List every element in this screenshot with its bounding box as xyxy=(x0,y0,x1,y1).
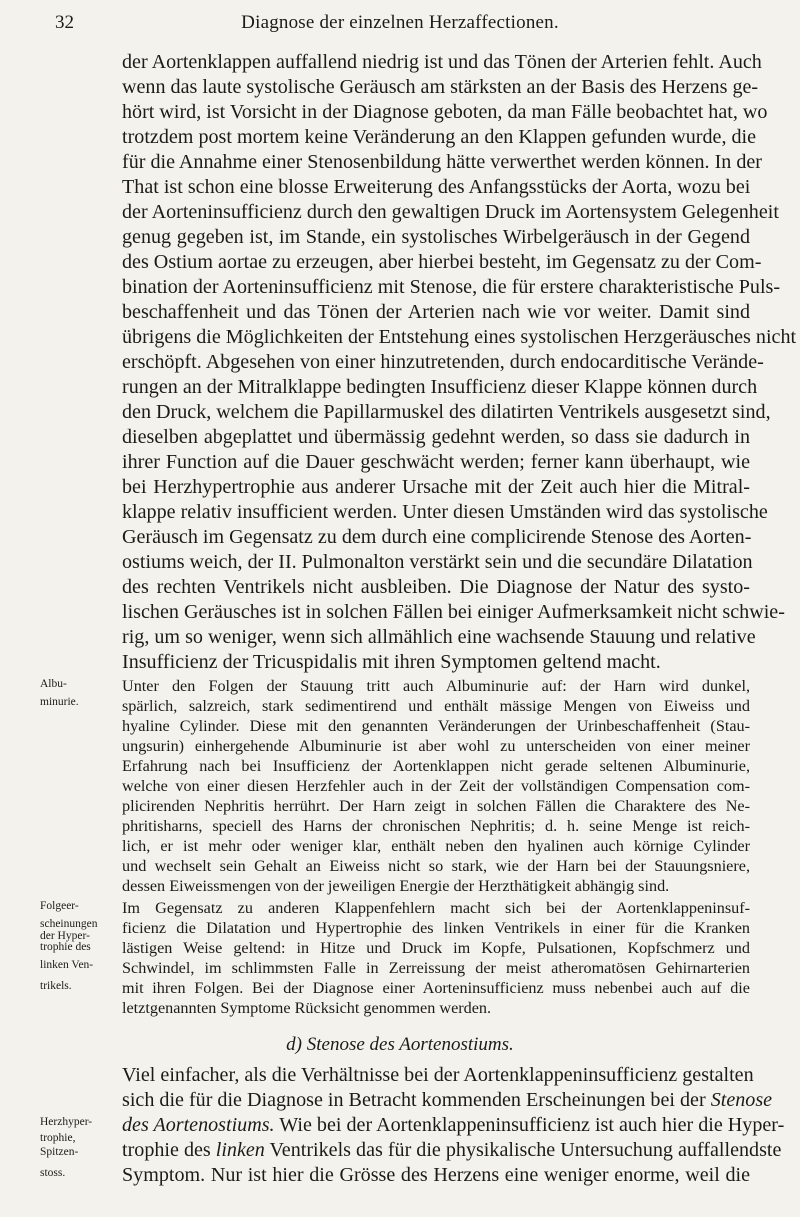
page-number: 32 xyxy=(55,12,74,33)
text-line: wenn das laute systolische Geräusch am stärksten an der Basis des Herzens ge- xyxy=(122,76,759,98)
text-line: mit ihren Folgen. Bei der Diagnose einer Aorteninsufficienz muss nebenbei auch auf die xyxy=(122,979,750,997)
margin-note-line: scheinungen xyxy=(40,918,98,930)
text-line: für die Annahme einer Stenosenbildung hätte verwerthet werden können. In der xyxy=(122,151,762,173)
text-line: Symptom. Nur ist hier die Grösse des Herzens eine weniger enorme, weil die xyxy=(122,1164,750,1186)
margin-note-line: Folgeer- xyxy=(40,900,79,912)
text-line: rungen an der Mitralklappe bedingten Insufficienz dieser Klappe können durch xyxy=(122,376,758,398)
margin-note-line: linken Ven- xyxy=(40,959,94,971)
text-line: Im Gegensatz zu anderen Klappenfehlern macht sich bei der Aortenklappeninsuf- xyxy=(122,899,750,917)
text-line: erschöpft. Abgesehen von einer hinzutretenden, durch endocarditische Verände- xyxy=(122,351,764,373)
margin-note-line: der Hyper- xyxy=(40,930,90,942)
text-line: lästigen Weise geltend: in Hitze und Druck im Kopfe, Pulsationen, Kopfschmerz und xyxy=(122,939,750,957)
text-line: bination der Aorteninsufficienz mit Stenose, die für erstere charakteristische Puls- xyxy=(122,276,781,298)
text-line: beschaffenheit und das Tönen der Arterien nach wie vor weiter. Damit sind xyxy=(122,301,750,323)
text-line: ostiums weich, der II. Pulmonalton verstärkt sein und die secundäre Dilatation xyxy=(122,551,753,573)
text-line: spärlich, salzreich, stark sedimentirend und enthält mässige Mengen von Eiweiss und xyxy=(122,697,750,715)
text-line xyxy=(122,1139,782,1162)
text-line: trotzdem post mortem keine Veränderung an den Klappen gefunden wurde, die xyxy=(122,126,757,148)
text-line: lischen Geräusches ist in solchen Fällen bei einiger Aufmerksamkeit nicht schwie- xyxy=(122,601,785,623)
margin-note-line: trikels. xyxy=(40,980,72,992)
margin-note-line: Albu- xyxy=(40,678,67,690)
text-line: klappe relativ insufficient werden. Unter diesen Umständen wird das systolische xyxy=(122,501,768,523)
text-line: hört wird, ist Vorsicht in der Diagnose geboten, da man Fälle beobachtet hat, wo xyxy=(122,101,768,123)
margin-note-line: minurie. xyxy=(40,696,79,708)
text-segment: Ventrikels das für die physikalische Untersuchung auffallendste xyxy=(264,1139,782,1161)
text-line: den Druck, welchem die Papillarmuskel des dilatirten Ventrikels ausgesetzt sind, xyxy=(122,401,771,423)
text-line: Geräusch im Gegensatz zu dem durch eine complicirende Stenose des Aorten- xyxy=(122,526,752,548)
margin-note-line: Spitzen- xyxy=(40,1146,79,1158)
text-line: ungsurin) einhergehende Albuminurie ist aber wohl zu unterscheiden von einer meiner xyxy=(122,737,750,755)
text-line: welche von einer diesen Herzfehler auch in der Zeit der vollständigen Compensation com- xyxy=(122,777,750,795)
margin-note-line: trophie, xyxy=(40,1132,76,1144)
text-line: lich, er ist mehr oder weniger klar, enthält neben den hyalinen auch körnige Cylinder xyxy=(122,837,750,855)
text-line: dieselben abgeplattet und übermässig gedehnt werden, so dass sie dadurch in xyxy=(122,426,750,448)
emphasis-text: des Aortenostiums. xyxy=(122,1114,275,1136)
text-segment: Wie bei der Aortenklappeninsufficienz ist auch hier die Hyper- xyxy=(274,1114,785,1136)
text-line: letztgenannten Symptome Rücksicht genommen werden. xyxy=(122,999,492,1017)
margin-note-line: trophie des xyxy=(40,941,91,953)
text-line: Erfahrung nach bei Insufficienz der Aortenklappen nicht gerade seltenen Albuminurie, xyxy=(122,757,750,775)
text-line: Unter den Folgen der Stauung tritt auch Albuminurie auf: der Harn wird dunkel, xyxy=(122,677,750,695)
emphasis-text: linken xyxy=(215,1139,265,1161)
text-line: der Aorteninsufficienz durch den gewaltigen Druck im Aortensystem Gelegenheit xyxy=(122,201,779,223)
text-line: des rechten Ventrikels nicht ausbleiben. Die Diagnose der Natur des systo- xyxy=(122,576,750,598)
text-line: Schwindel, im schlimmsten Falle in Zerreissung der meist atheromatösen Gehirnarterien xyxy=(122,959,750,977)
emphasis-text: Stenose xyxy=(710,1089,773,1111)
text-line: und wechselt sein Gehalt an Eiweiss nicht so stark, wie der Harn bei der Stauungsniere, xyxy=(122,857,750,875)
text-line: ihrer Function auf die Dauer geschwächt werden; ferner kann überhaupt, wie xyxy=(122,451,750,473)
text-line: dessen Eiweissmengen von der jeweiligen Energie der Herzthätigkeit abhängig sind. xyxy=(122,877,670,895)
text-line xyxy=(122,1114,785,1137)
text-line: Insufficienz der Tricuspidalis mit ihren Symptomen geltend macht. xyxy=(122,651,661,673)
text-line xyxy=(122,1089,773,1112)
text-segment: trophie des xyxy=(122,1139,216,1161)
text-line: des Ostium aortae zu erzeugen, aber hierbei besteht, im Gegensatz zu der Com- xyxy=(122,251,762,273)
page-header xyxy=(0,10,800,36)
margin-note-line: stoss. xyxy=(40,1167,66,1179)
text-line: genug gegeben ist, im Stande, ein systolisches Wirbelgeräusch in der Gegend xyxy=(122,226,750,248)
text-line: That ist schon eine blosse Erweiterung des Anfangsstücks der Aorta, wozu bei xyxy=(122,176,751,198)
text-line: phritisharns, speciell des Harns der chronischen Nephritis; d. h. seine Menge ist reich- xyxy=(122,817,750,835)
text-line: der Aortenklappen auffallend niedrig ist und das Tönen der Arterien fehlt. Auch xyxy=(122,51,762,73)
text-line: übrigens die Möglichkeiten der Entstehung eines systolischen Herzgeräusches nicht xyxy=(122,326,797,348)
text-line: plicirenden Nephritis herrührt. Der Harn zeigt in solchen Fällen die Charaktere des Ne- xyxy=(122,797,750,815)
text-line: ficienz die Dilatation und Hypertrophie des linken Ventrikels in einer für die Kranken xyxy=(122,919,750,937)
margin-note-line: Herzhyper- xyxy=(40,1116,93,1128)
text-line: Viel einfacher, als die Verhältnisse bei der Aortenklappeninsufficienz gestalten xyxy=(122,1064,754,1086)
text-segment: sich die für die Diagnose in Betracht kommenden Erscheinungen bei der xyxy=(122,1089,711,1111)
running-title: Diagnose der einzelnen Herzaffectionen. xyxy=(241,12,559,33)
text-line: rig, um so weniger, wenn sich allmählich eine wachsende Stauung und relative xyxy=(122,626,756,648)
text-line: hyaline Cylinder. Diese mit den genannten Veränderungen der Urinbeschaffenheit (Stau- xyxy=(122,717,750,735)
text-line: bei Herzhypertrophie aus anderer Ursache mit der Zeit auch hier die Mitral- xyxy=(122,476,750,498)
section-heading: d) Stenose des Aortenostiums. xyxy=(286,1034,514,1055)
